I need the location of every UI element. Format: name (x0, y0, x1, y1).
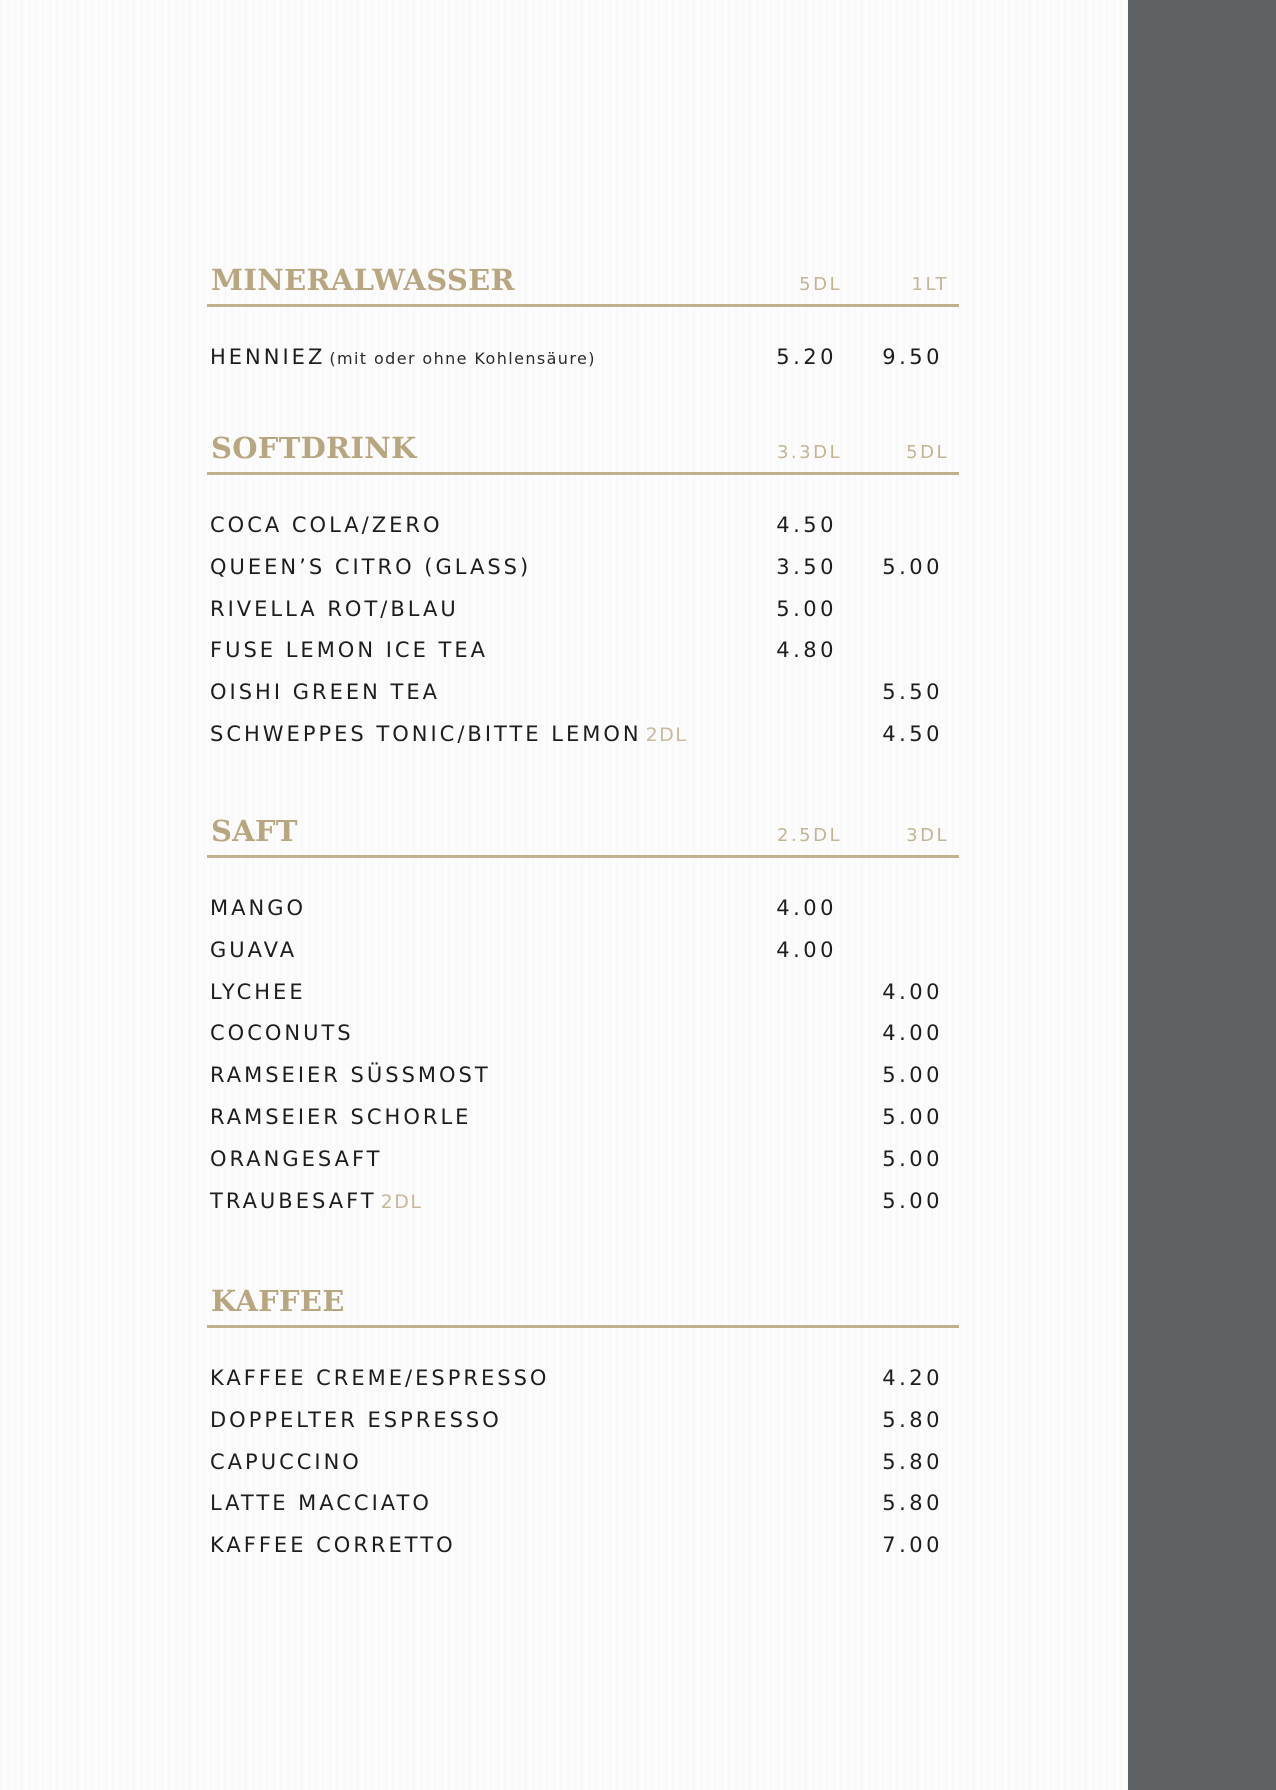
menu-item (207, 1189, 959, 1231)
item-name: FUSE LEMON ICE TEA (210, 638, 488, 663)
column-label-2: 3DL (906, 825, 949, 846)
menu-item (207, 1408, 959, 1450)
section-title: KAFFEE (211, 1284, 345, 1318)
item-price-1: 5.20 (776, 345, 837, 369)
item-name: TRAUBESAFT 2DL (210, 1188, 423, 1213)
section-header (207, 813, 959, 858)
item-price-1: 4.00 (776, 937, 837, 962)
section-softdrink (207, 430, 959, 764)
item-price-1: 4.80 (776, 638, 837, 663)
item-list (207, 513, 959, 764)
menu-item (207, 980, 959, 1022)
menu-item (207, 638, 959, 680)
section-saft (207, 813, 959, 1230)
item-price-2: 5.00 (882, 1188, 943, 1213)
menu-item (207, 1491, 959, 1533)
item-name: COCONUTS (210, 1021, 354, 1046)
item-name: QUEEN’S CITRO (GLASS) (210, 554, 532, 579)
item-price-1: 5.00 (776, 596, 837, 621)
item-name: MANGO (210, 896, 306, 920)
section-title: SOFTDRINK (211, 431, 417, 465)
item-list (207, 345, 959, 387)
item-list (207, 1366, 959, 1575)
item-name: KAFFEE CREME/ESPRESSO (210, 1366, 550, 1390)
menu-item (207, 680, 959, 722)
menu-item (207, 513, 959, 555)
item-price-2: 5.50 (882, 680, 943, 705)
item-price-2: 4.20 (882, 1366, 943, 1390)
item-price-1: 3.50 (776, 554, 837, 579)
item-price-2: 4.50 (882, 721, 943, 746)
item-name: SCHWEPPES TONIC/BITTE LEMON 2DL (210, 721, 688, 746)
item-price-2: 7.00 (882, 1533, 943, 1558)
section-header (207, 430, 959, 475)
item-name: GUAVA (210, 937, 298, 962)
menu-item (207, 722, 959, 764)
menu-item (207, 1450, 959, 1492)
section-mineralwasser (207, 262, 959, 387)
menu-item (207, 896, 959, 938)
section-header (207, 1283, 959, 1328)
menu-item (207, 938, 959, 980)
item-price-2: 5.80 (882, 1491, 943, 1516)
section-header (207, 262, 959, 307)
item-name: HENNIEZ (mit oder ohne Kohlensäure) (210, 345, 596, 369)
item-price-2: 5.00 (882, 1104, 943, 1129)
item-price-2: 4.00 (882, 979, 943, 1004)
item-size: 2DL (645, 723, 688, 746)
item-name: RAMSEIER SCHORLE (210, 1104, 472, 1129)
item-name: DOPPELTER ESPRESSO (210, 1407, 502, 1432)
item-price-1: 4.00 (776, 896, 837, 920)
section-title: MINERALWASSER (211, 263, 515, 297)
menu-item (207, 597, 959, 639)
item-price-2: 5.00 (882, 1146, 943, 1171)
item-name: LATTE MACCIATO (210, 1491, 432, 1516)
item-name: CAPUCCINO (210, 1449, 362, 1474)
column-label-1: 3.3DL (776, 442, 842, 463)
item-price-2: 9.50 (882, 345, 943, 369)
section-kaffee (207, 1283, 959, 1575)
item-name: RIVELLA ROT/BLAU (210, 596, 459, 621)
item-price-2: 5.80 (882, 1449, 943, 1474)
item-name: ORANGESAFT (210, 1146, 383, 1171)
menu-item (207, 1533, 959, 1575)
column-label-1: 2.5DL (776, 825, 842, 846)
menu-item (207, 1063, 959, 1105)
sidebar-band (1128, 0, 1276, 1790)
menu-item (207, 1105, 959, 1147)
section-title: SAFT (211, 814, 298, 848)
menu-item (207, 1147, 959, 1189)
item-name: RAMSEIER SÜSSMOST (210, 1063, 491, 1088)
item-list (207, 896, 959, 1230)
item-price-2: 5.00 (882, 554, 943, 579)
item-name: COCA COLA/ZERO (210, 513, 443, 537)
column-label-2: 5DL (906, 442, 949, 463)
item-name: LYCHEE (210, 979, 306, 1004)
menu-item (207, 555, 959, 597)
item-price-2: 4.00 (882, 1021, 943, 1046)
menu-item (207, 345, 959, 387)
item-price-1: 4.50 (776, 513, 837, 537)
item-name: KAFFEE CORRETTO (210, 1533, 456, 1558)
item-size: 2DL (380, 1190, 423, 1213)
item-price-2: 5.80 (882, 1407, 943, 1432)
column-label-2: 1LT (911, 274, 949, 295)
menu-item (207, 1021, 959, 1063)
item-price-2: 5.00 (882, 1063, 943, 1088)
item-name: OISHI GREEN TEA (210, 680, 440, 705)
column-label-1: 5DL (799, 274, 842, 295)
menu-item (207, 1366, 959, 1408)
item-note: (mit oder ohne Kohlensäure) (329, 349, 596, 368)
